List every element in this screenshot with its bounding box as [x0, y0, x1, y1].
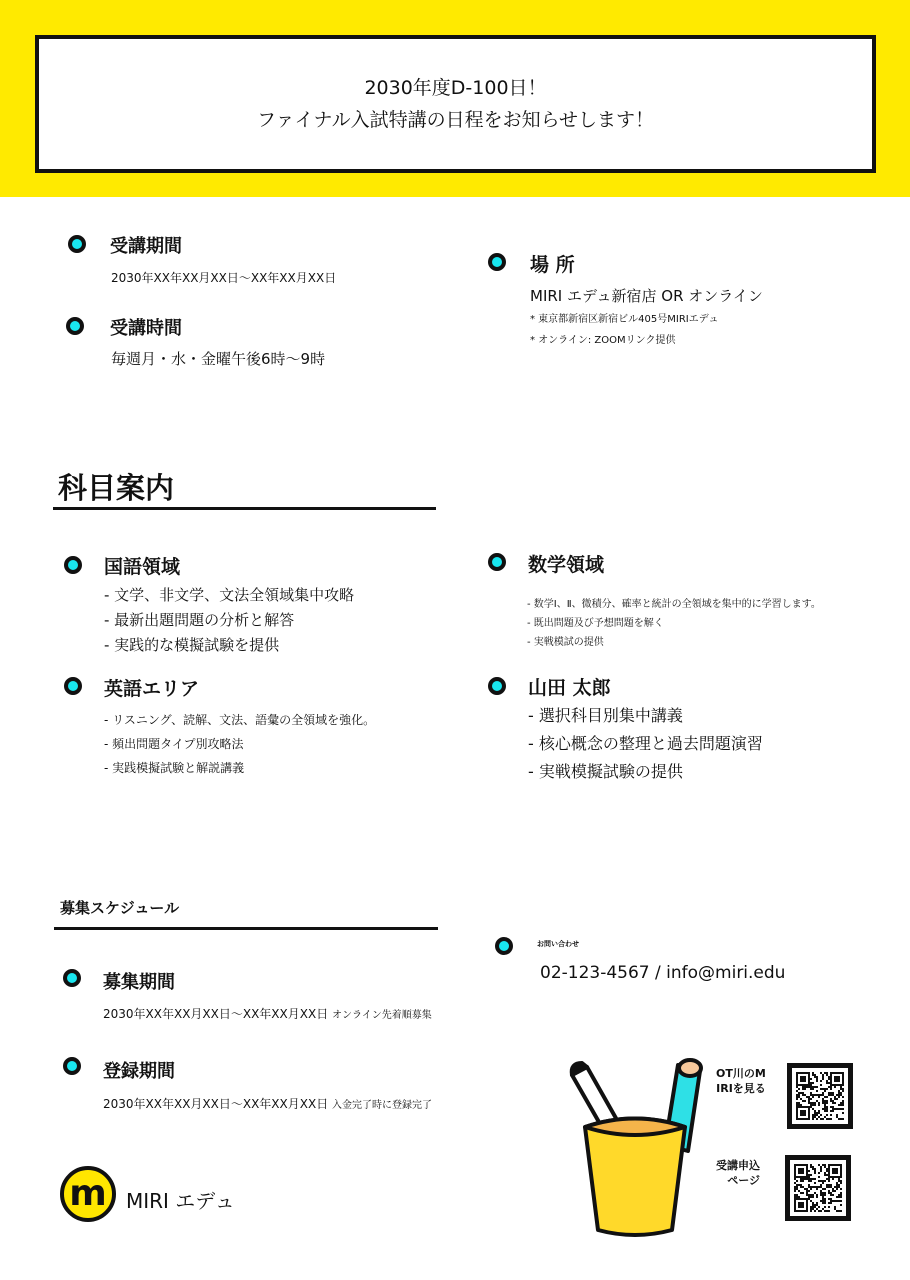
qr-code-video[interactable] [787, 1063, 853, 1129]
qr-code-apply[interactable] [785, 1155, 851, 1221]
yamada-item: - 核心概念の整理と過去問題演習 [528, 734, 763, 753]
contact-text: 02-123-4567 / info@miri.edu [540, 963, 786, 983]
english-item: - リスニング、読解、文法、語彙の全領域を強化。 [104, 713, 376, 727]
english-title: 英語エリア [104, 678, 200, 700]
bullet-icon [488, 553, 506, 571]
japanese-item: - 文学、非文学、文法全領域集中攻略 [104, 586, 355, 604]
period-text: 2030年XX年XX月XX日～XX年XX月XX日 [111, 271, 337, 285]
bullet-icon [64, 677, 82, 695]
japanese-title: 国語領域 [104, 556, 181, 578]
math-item: - 既出問題及び予想問題を解く [527, 618, 664, 629]
bullet-icon [63, 969, 81, 987]
pencil-cup-illustration [560, 1055, 720, 1255]
brand-name: MIRI エデュ [126, 1189, 235, 1213]
brand-logo [60, 1166, 116, 1222]
qr-video-label: OT川のM [716, 1067, 766, 1080]
yamada-item: - 実戦模擬試験の提供 [528, 762, 683, 781]
yamada-item: - 選択科目別集中講義 [528, 706, 683, 725]
divider [54, 927, 438, 930]
math-title: 数学領域 [528, 554, 605, 576]
japanese-item: - 実践的な模擬試験を提供 [104, 636, 280, 654]
recruit-text: 2030年XX年XX月XX日～XX年XX月XX日 [103, 1007, 329, 1021]
register-title: 登録期間 [103, 1061, 175, 1082]
banner-box [35, 35, 876, 173]
banner-line2: ファイナル入試特講の日程をお知らせします！ [256, 109, 655, 131]
bullet-icon [66, 317, 84, 335]
recruit-title: 募集期間 [103, 972, 175, 993]
english-item: - 実践模擬試験と解説講義 [104, 761, 245, 775]
place-text: MIRI エデュ新宿店 OR オンライン [530, 287, 763, 305]
math-item: - 実戦模試の提供 [527, 637, 604, 648]
recruit-note: オンライン先着順募集 [332, 1010, 432, 1021]
japanese-item: - 最新出題問題の分析と解答 [104, 611, 295, 629]
contact-title: お問い合わせ [537, 940, 579, 948]
time-title: 受講時間 [110, 318, 182, 339]
subjects-title: 科目案内 [58, 471, 175, 505]
bullet-icon [488, 253, 506, 271]
qr-video-label: IRIを見る [716, 1082, 766, 1095]
math-item: - 数学Ⅰ、Ⅱ、微積分、確率と統計の全領域を集中的に学習します。 [527, 599, 821, 610]
register-note: 入金完了時に登録完了 [332, 1100, 433, 1111]
english-item: - 頻出問題タイプ別攻略法 [104, 737, 244, 751]
bullet-icon [64, 556, 82, 574]
period-title: 受講期間 [110, 236, 182, 257]
qr-apply-label: ページ [727, 1174, 760, 1187]
register-text: 2030年XX年XX月XX日～XX年XX月XX日 [103, 1097, 329, 1111]
logo-letter: m [69, 1173, 107, 1214]
time-text: 毎週月・水・金曜午後6時～9時 [111, 350, 326, 368]
divider [53, 507, 436, 510]
qr-apply-label: 受講申込 [716, 1159, 760, 1172]
place-title: 場 所 [530, 254, 575, 276]
banner-line1: 2030年度D-100日！ [364, 77, 547, 99]
place-note: * オンライン: ZOOMリンク提供 [530, 335, 676, 346]
yamada-title: 山田 太郎 [528, 677, 611, 699]
bullet-icon [68, 235, 86, 253]
place-note: * 東京都新宿区新宿ビル405号MIRIエデュ [530, 314, 719, 325]
bullet-icon [63, 1057, 81, 1075]
schedule-title: 募集スケジュール [60, 899, 180, 917]
bullet-icon [488, 677, 506, 695]
bullet-icon [495, 937, 513, 955]
